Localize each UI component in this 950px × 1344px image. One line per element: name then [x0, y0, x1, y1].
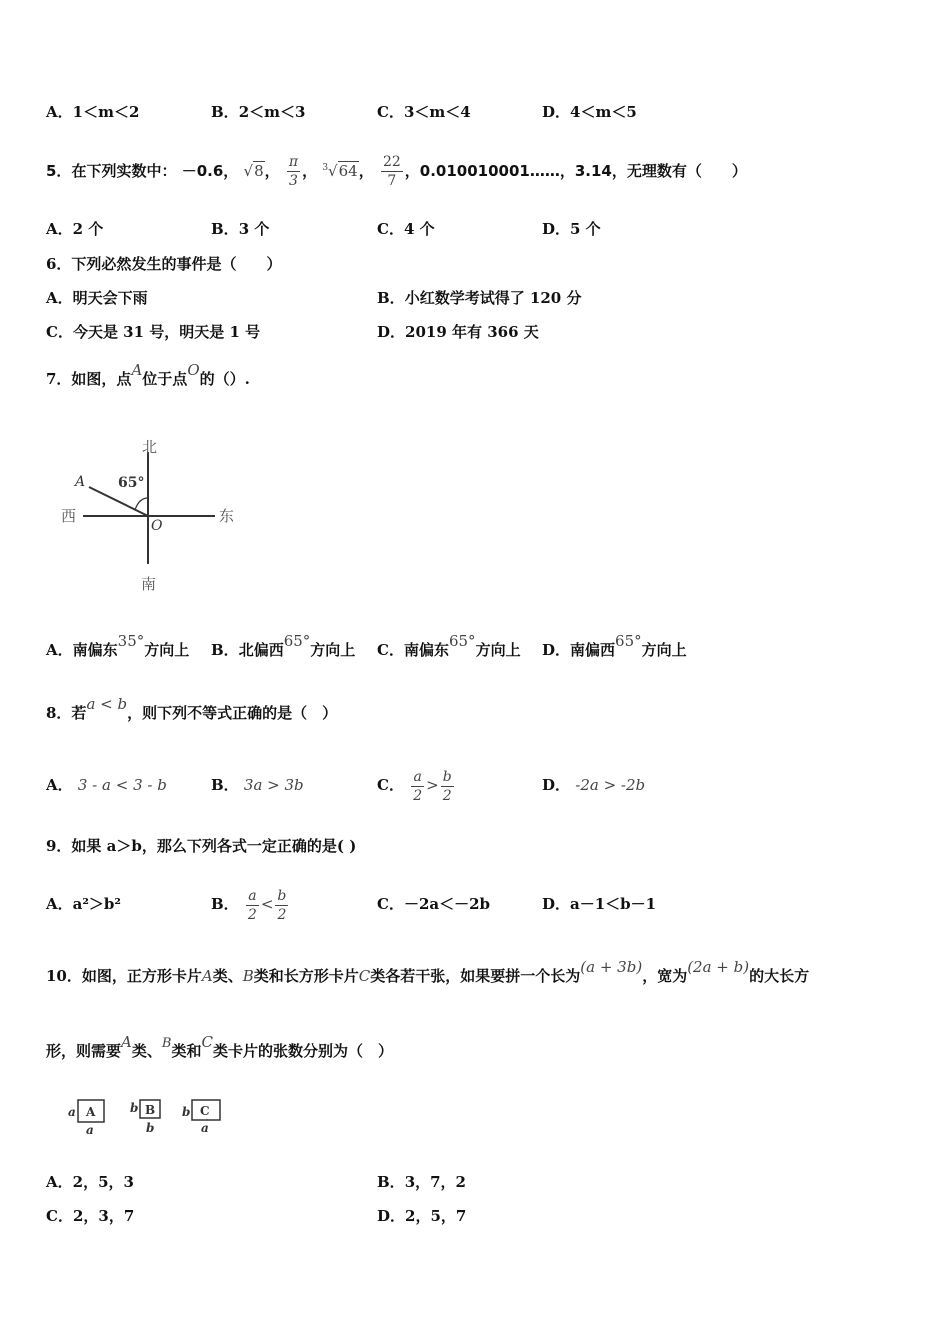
q4-option-d: D．4＜m＜5: [542, 103, 637, 121]
q10-stem-line2: 形，则需要A类、B类和C类卡片的张数分别为（ ）: [46, 1033, 393, 1060]
q8-option-d: D． -2a > -2b: [542, 776, 646, 794]
q6-stem: 6．下列必然发生的事件是（ ）: [46, 255, 282, 273]
q8-option-c: C． $\frac{a}{2}$ > $\frac{b}{2}$: [377, 768, 452, 804]
compass-figure: [55, 432, 245, 597]
q10-stem-line1: 10．如图，正方形卡片A类、B类和长方形卡片C类各若干张，如果要拼一个长为(a + 3b)，宽为(2a + b)的大长方: [46, 958, 810, 985]
sqrt-8: √8: [243, 162, 264, 180]
q7-option-d: D．南偏西65°方向上: [542, 632, 687, 659]
svg-text:a: a: [86, 1123, 94, 1137]
q10-option-d: D．2，5，7: [377, 1207, 467, 1225]
q6-option-a: A．明天会下雨: [46, 289, 148, 307]
q8-option-b: B． 3a > 3b: [211, 776, 304, 794]
q9-option-a: A．a²＞b²: [46, 895, 121, 913]
label-south: 南: [141, 575, 157, 593]
q4-option-c: C．3＜m＜4: [377, 103, 471, 121]
q7-option-b: B．北偏西65°方向上: [211, 632, 356, 659]
q5-option-d: D．5 个: [542, 220, 601, 238]
q9-stem: 9．如果 a＞b，那么下列各式一定正确的是( ): [46, 837, 357, 855]
svg-text:a: a: [68, 1105, 76, 1119]
card-c: [182, 1100, 220, 1135]
q5-option-b: B．3 个: [211, 220, 270, 238]
q7-stem: 7．如图，点A位于点O的（）.: [46, 361, 250, 388]
label-north: 北: [142, 438, 158, 456]
label-angle: 65°: [118, 475, 145, 491]
label-west: 西: [61, 507, 77, 525]
q9-option-b: B． $\frac{a}{2}$ < $\frac{b}{2}$: [211, 887, 287, 923]
card-b: [130, 1100, 160, 1135]
q10-option-b: B．3，7，2: [377, 1173, 466, 1191]
label-point-a: A: [75, 474, 86, 490]
q8-stem: 8．若a < b，则下列不等式正确的是（ ）: [46, 695, 338, 722]
svg-text:a: a: [201, 1121, 209, 1135]
svg-text:A: A: [86, 1105, 96, 1119]
frac-a-2: $\frac{a}{2}$: [413, 768, 423, 804]
q8-option-a: A． 3 - a < 3 - b: [46, 776, 167, 794]
q4-option-b: B．2＜m＜3: [211, 103, 306, 121]
frac-22-7: $\frac{22}{7}$: [382, 154, 401, 189]
frac-b-2: $\frac{b}{2}$: [277, 887, 287, 923]
q4-option-a: A．1＜m＜2: [46, 103, 140, 121]
q6-option-d: D．2019 年有 366 天: [377, 323, 539, 341]
q10-option-c: C．2，3，7: [46, 1207, 135, 1225]
svg-text:b: b: [146, 1121, 155, 1135]
svg-text:b: b: [182, 1105, 191, 1119]
pi-over-3: $\frac{\pi}{3}$: [288, 154, 299, 189]
q5-stem: 5．在下列实数中： －0.6， √8， $\frac{\pi}{3}$ ， $^3$√64， $\frac{22}{7}$ ，0.010010001……，3.14，无理数有（ ）: [46, 154, 747, 189]
q7-option-c: C．南偏东65°方向上: [377, 632, 521, 659]
frac-b-2: $\frac{b}{2}$: [442, 768, 452, 804]
q9-option-d: D．a－1＜b－1: [542, 895, 657, 913]
cbrt-64: $^3$√64: [322, 162, 358, 180]
q7-option-a: A．南偏东35°方向上: [46, 632, 190, 659]
angle-arc: [135, 498, 148, 510]
q5-option-a: A．2 个: [46, 220, 104, 238]
label-east: 东: [219, 507, 235, 525]
cards-figure: [64, 1090, 244, 1140]
svg-text:C: C: [200, 1104, 210, 1118]
q5-option-c: C．4 个: [377, 220, 435, 238]
q10-option-a: A．2，5，3: [46, 1173, 134, 1191]
q6-option-c: C．今天是 31 号，明天是 1 号: [46, 323, 261, 341]
q9-option-c: C．－2a＜－2b: [377, 895, 491, 913]
svg-text:b: b: [130, 1101, 139, 1115]
svg-text:B: B: [145, 1103, 156, 1117]
label-point-o: O: [151, 518, 163, 534]
card-a: [68, 1100, 104, 1137]
q6-option-b: B．小红数学考试得了 120 分: [377, 289, 582, 307]
frac-a-2: $\frac{a}{2}$: [247, 887, 257, 923]
